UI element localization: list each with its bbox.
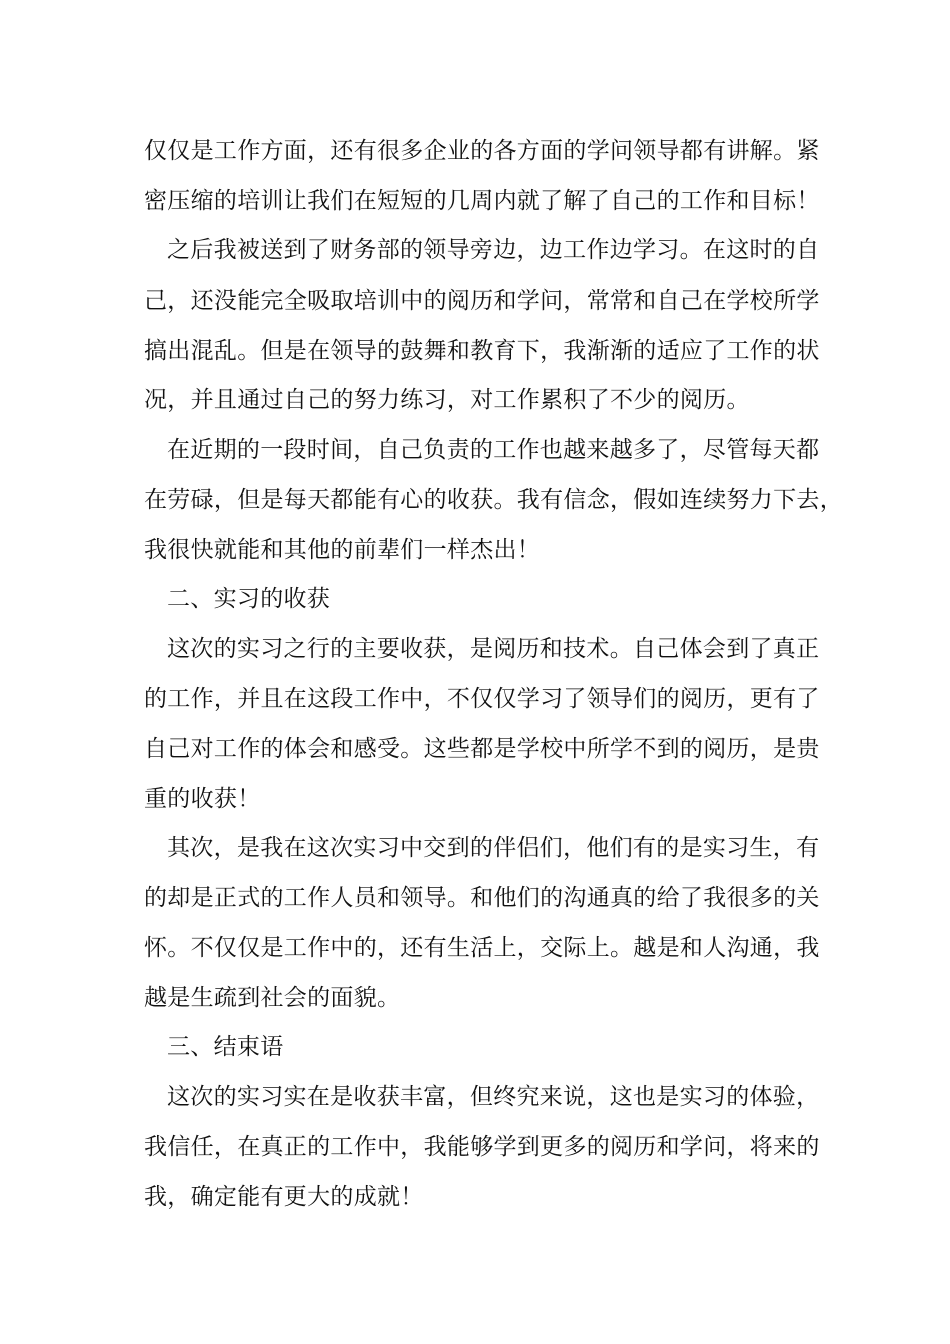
paragraph-first-line: 这次的实习之行的主要收获，是阅历和技术。自己体会到了真正: [167, 636, 820, 662]
body-line: 自己对工作的体会和感受。这些都是学校中所学不到的阅历，是贵: [144, 736, 820, 762]
section-heading: 三、结束语: [167, 1034, 284, 1060]
body-line: 怀。不仅仅是工作中的，还有生活上，交际上。越是和人沟通，我: [144, 935, 820, 961]
body-line: 在劳碌，但是每天都能有心的收获。我有信念，假如连续努力下去，: [144, 487, 843, 513]
body-line: 重的收获！: [144, 786, 261, 812]
body-line: 仅仅是工作方面，还有很多企业的各方面的学问领导都有讲解。紧: [144, 138, 820, 164]
body-line: 的工作，并且在这段工作中，不仅仅学习了领导们的阅历，更有了: [144, 686, 820, 712]
section-heading: 二、实习的收获: [167, 586, 331, 612]
body-line: 搞出混乱。但是在领导的鼓舞和教育下，我渐渐的适应了工作的状: [144, 338, 820, 364]
paragraph-first-line: 在近期的一段时间，自己负责的工作也越来越多了，尽管每天都: [167, 437, 820, 463]
body-line: 我，确定能有更大的成就！: [144, 1184, 424, 1210]
body-line: 我信任，在真正的工作中，我能够学到更多的阅历和学问，将来的: [144, 1134, 820, 1160]
paragraph-first-line: 其次，是我在这次实习中交到的伴侣们，他们有的是实习生，有: [167, 835, 820, 861]
body-line: 己，还没能完全吸取培训中的阅历和学问，常常和自己在学校所学: [144, 288, 820, 314]
paragraph-first-line: 这次的实习实在是收获丰富，但终究来说，这也是实习的体验，: [167, 1084, 820, 1110]
body-line: 越是生疏到社会的面貌。: [144, 985, 401, 1011]
body-line: 我很快就能和其他的前辈们一样杰出！: [144, 537, 541, 563]
body-line: 密压缩的培训让我们在短短的几周内就了解了自己的工作和目标！: [144, 188, 820, 214]
paragraph-first-line: 之后我被送到了财务部的领导旁边，边工作边学习。在这时的自: [167, 237, 820, 263]
body-line: 况，并且通过自己的努力练习，对工作累积了不少的阅历。: [144, 387, 750, 413]
body-line: 的却是正式的工作人员和领导。和他们的沟通真的给了我很多的关: [144, 885, 820, 911]
